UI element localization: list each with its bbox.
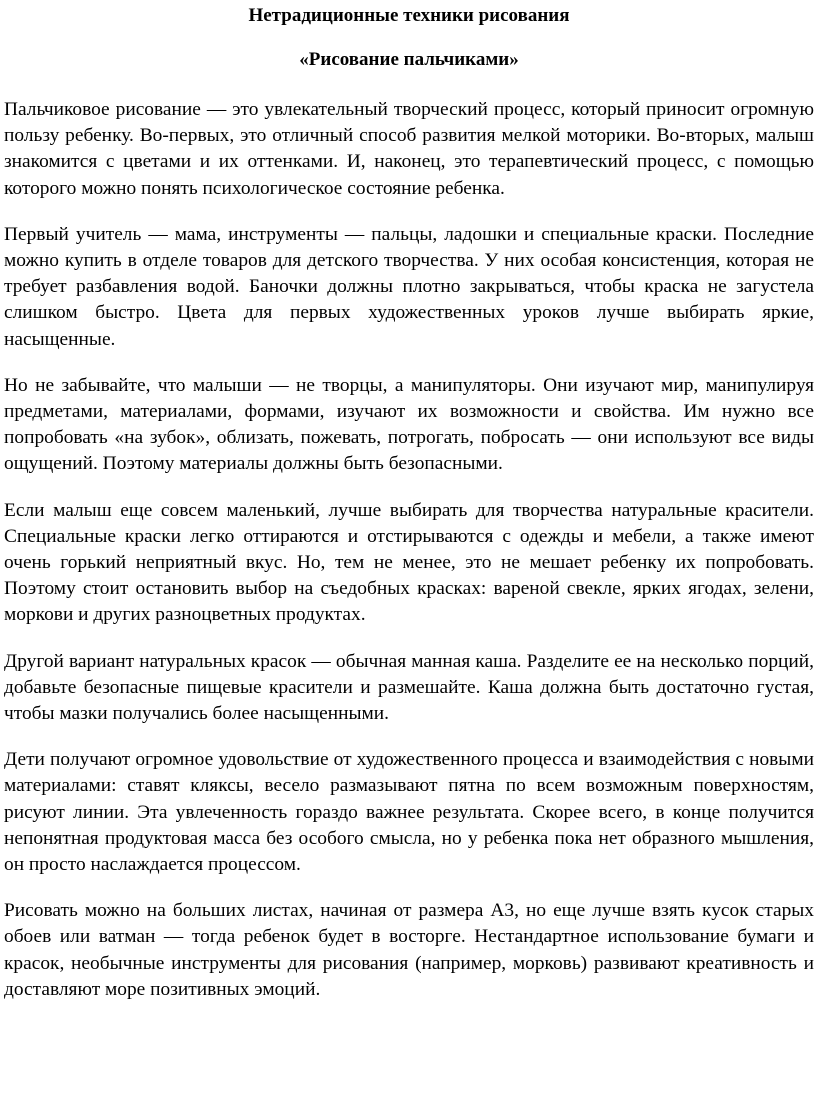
paragraph-3: Но не забывайте, что малыши — не творцы, а манипуляторы. Они изучают мир, манипулируя предметами, материалами, формами, изучают их возможности и свойства. Им нужно все попробовать «на зубок», облизать, пожевать, потрогать, побросать — они используют все виды ощущений. Поэтому материалы должны быть безопасными. xyxy=(4,374,814,475)
document-title: Нетрадиционные техники рисования xyxy=(248,5,570,26)
paragraph-5: Другой вариант натуральных красок — обычная манная каша. Разделите ее на несколько порций, добавьте безопасные пищевые красители и размешайте. Каша должна быть достаточно густая, чтобы мазки получались более насыщенными. xyxy=(4,650,814,725)
paragraph-2: Первый учитель — мама, инструменты — пальцы, ладошки и специальные краски. Последние можно купить в отделе товаров для детского творчества. У них особая консистенция, которая не требует разбавления водой. Баночки должны плотно закрываться, чтобы краска не загустела слишком быстро. Цвета для первых художественных уроков лучше выбирать яркие, насыщенные. xyxy=(4,223,814,350)
paragraph-1: Пальчиковое рисование — это увлекательный творческий процесс, который приносит огромную пользу ребенку. Во-первых, это отличный способ развития мелкой моторики. Во-вторых, малыш знакомится с цветами и их оттенками. И, наконец, это терапевтический процесс, с помощью которого можно понять психологическое состояние ребенка. xyxy=(4,99,814,199)
paragraph-7: Рисовать можно на больших листах, начиная от размера А3, но еще лучше взять кусок старых обоев или ватман — тогда ребенок будет в восторге. Нестандартное использование бумаги и красок, необычные инструменты для рисования (например, морковь) развивают креативность и доставляют море позитивных эмоций. xyxy=(4,900,814,1000)
paragraph-4: Если малыш еще совсем маленький, лучше выбирать для творчества натуральные красители. Специальные краски легко оттираются и отстирываются с одежды и мебели, а также имеют очень горький неприятный вкус. Но, тем не менее, это не мешает ребенку их попробовать. Поэтому стоит остановить выбор на съедобных красках: вареной свекле, ярких ягодах, зелени, моркови и других разноцветных продуктах. xyxy=(4,499,814,626)
document-page xyxy=(4,0,814,1003)
document-subtitle: «Рисование пальчиками» xyxy=(299,49,519,70)
paragraph-6: Дети получают огромное удовольствие от художественного процесса и взаимодействия с новыми материалами: ставят кляксы, весело размазывают пятна по всем возможным поверхностям, рисуют линии. Эта увлеченность гораздо важнее результата. Скорее всего, в конце получится непонятная продуктовая масса без особого смысла, но у ребенка пока нет образного мышления, он просто наслаждается процессом. xyxy=(4,749,814,876)
